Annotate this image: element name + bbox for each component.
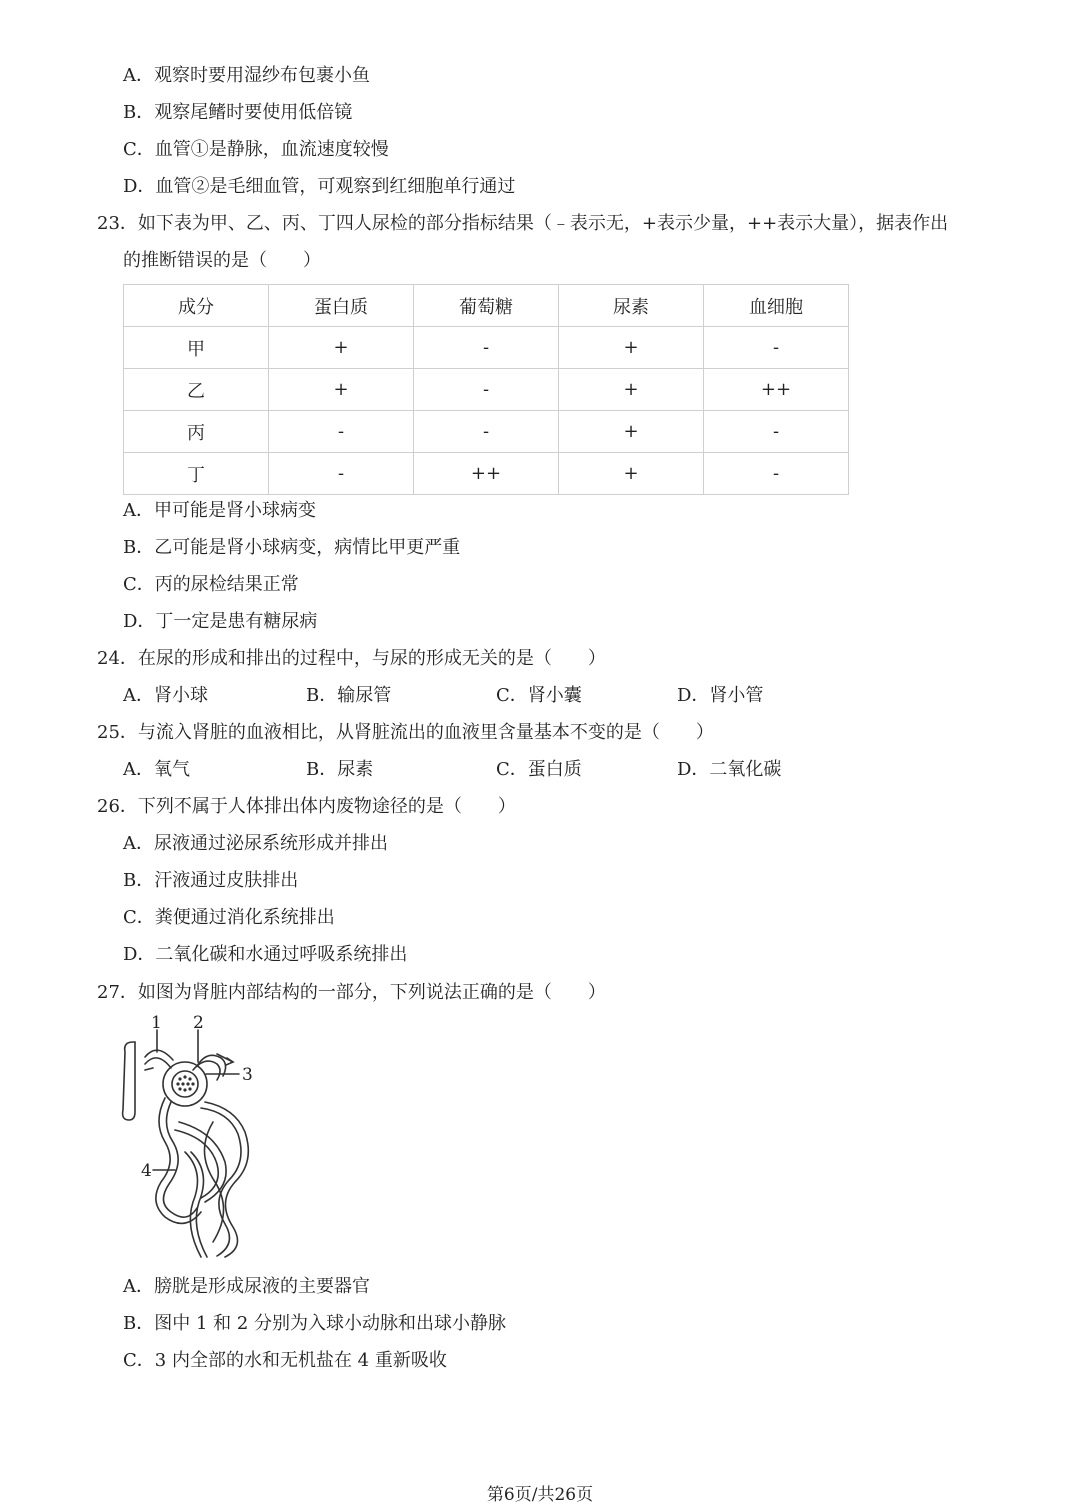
table-header-cell: 尿素 [559, 285, 704, 327]
table-cell: + [559, 411, 704, 453]
table-cell: - [704, 453, 849, 495]
table-cell: + [269, 327, 414, 369]
table-cell: - [414, 411, 559, 453]
nephron-illustration [105, 1012, 275, 1262]
q26-option-d: D．二氧化碳和水通过呼吸系统排出 [123, 944, 408, 965]
q25-stem: 25．与流入肾脏的血液相比，从肾脏流出的血液里含量基本不变的是（ ） [97, 722, 714, 743]
q27-stem: 27．如图为肾脏内部结构的一部分，下列说法正确的是（ ） [97, 982, 606, 1003]
q23-option-b: B．乙可能是肾小球病变，病情比甲更严重 [123, 537, 461, 558]
q24-options [0, 683, 1080, 709]
q27-option-c: C．3 内全部的水和无机盐在 4 重新吸收 [123, 1350, 447, 1371]
table-cell: - [269, 453, 414, 495]
table-cell: + [559, 369, 704, 411]
q22-option-c: C．血管①是静脉，血流速度较慢 [123, 139, 389, 160]
table-cell: - [704, 411, 849, 453]
table-row [124, 453, 849, 495]
table-header-cell: 蛋白质 [269, 285, 414, 327]
nephron-diagram [105, 1012, 275, 1262]
figure-label-2: 2 [193, 1013, 204, 1033]
q26-option-b: B．汗液通过皮肤排出 [123, 870, 299, 891]
q25-option-a: A．氧气 [123, 759, 190, 780]
page-footer: 第6页/共26页 [486, 1485, 594, 1505]
table-header-cell: 成分 [124, 285, 269, 327]
q24-stem: 24．在尿的形成和排出的过程中，与尿的形成无关的是（ ） [97, 648, 606, 669]
figure-label-3: 3 [242, 1065, 253, 1085]
q26-option-a: A．尿液通过泌尿系统形成并排出 [123, 833, 388, 854]
q25-options [0, 757, 1080, 783]
q23-stem-line2: 的推断错误的是（ ） [123, 250, 321, 271]
q24-option-b: B．输尿管 [306, 685, 392, 706]
q22-option-b: B．观察尾鳍时要使用低倍镜 [123, 102, 353, 123]
table-cell: + [559, 453, 704, 495]
table-header-cell: 血细胞 [704, 285, 849, 327]
table-row [124, 327, 849, 369]
q22-option-a: A．观察时要用湿纱布包裹小鱼 [123, 65, 370, 86]
q23-option-a: A．甲可能是肾小球病变 [123, 500, 316, 521]
urinalysis-table [123, 284, 849, 495]
table-cell: 乙 [124, 369, 269, 411]
table-header-row [124, 285, 849, 327]
collecting-duct [123, 1042, 135, 1120]
q24-option-d: D．肾小管 [677, 685, 764, 706]
q23-option-c: C．丙的尿检结果正常 [123, 574, 299, 595]
q25-option-b: B．尿素 [306, 759, 374, 780]
table-cell: - [269, 411, 414, 453]
table-row [124, 411, 849, 453]
table-cell: 丁 [124, 453, 269, 495]
table-header-cell: 葡萄糖 [414, 285, 559, 327]
q27-option-a: A．膀胱是形成尿液的主要器官 [123, 1276, 370, 1297]
q26-option-c: C．粪便通过消化系统排出 [123, 907, 335, 928]
table-cell: 丙 [124, 411, 269, 453]
table-cell: - [704, 327, 849, 369]
table-cell: ++ [704, 369, 849, 411]
table-row [124, 369, 849, 411]
q23-stem-line1: 23．如下表为甲、乙、丙、丁四人尿检的部分指标结果（﹣表示无，+表示少量，++表示大量），据表作出 [97, 213, 949, 234]
figure-label-4: 4 [141, 1161, 152, 1181]
table-cell: ++ [414, 453, 559, 495]
q27-option-b: B．图中 1 和 2 分别为入球小动脉和出球小静脉 [123, 1313, 507, 1334]
q22-option-d: D．血管②是毛细血管，可观察到红细胞单行通过 [123, 176, 516, 197]
q25-option-d: D．二氧化碳 [677, 759, 782, 780]
q24-option-a: A．肾小球 [123, 685, 208, 706]
table-cell: + [559, 327, 704, 369]
table-cell: - [414, 369, 559, 411]
q24-option-c: C．肾小囊 [496, 685, 582, 706]
table-cell: - [414, 327, 559, 369]
table-cell: + [269, 369, 414, 411]
q26-stem: 26．下列不属于人体排出体内废物途径的是（ ） [97, 796, 516, 817]
q25-option-c: C．蛋白质 [496, 759, 582, 780]
table-cell: 甲 [124, 327, 269, 369]
q23-option-d: D．丁一定是患有糖尿病 [123, 611, 318, 632]
figure-label-1: 1 [151, 1013, 162, 1033]
